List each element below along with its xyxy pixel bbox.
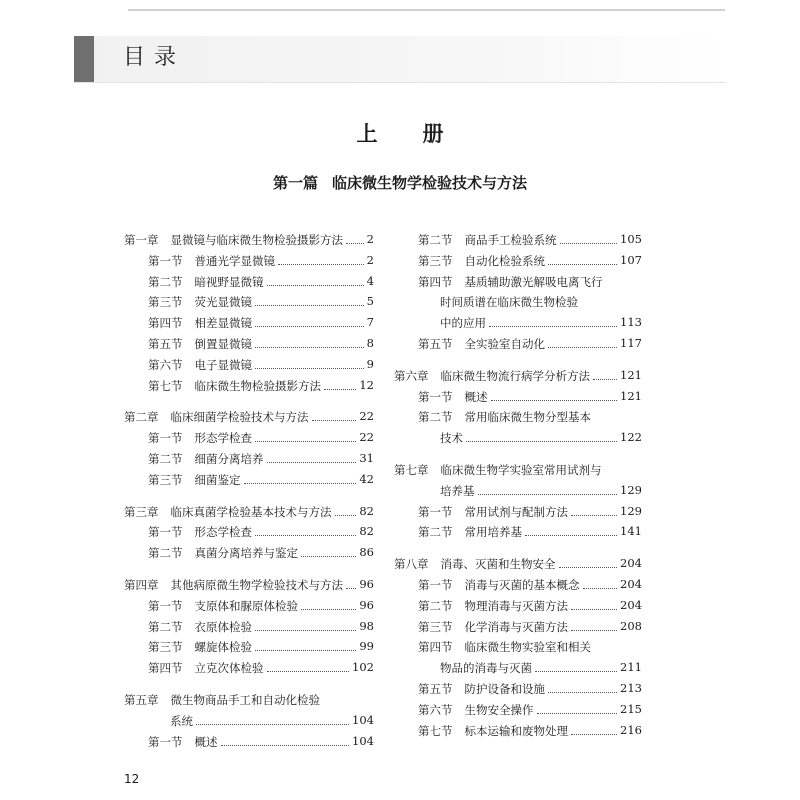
toc-column-right bbox=[394, 232, 642, 743]
toc-page-number: 215 bbox=[620, 701, 642, 716]
toc-page-number: 86 bbox=[359, 545, 374, 560]
toc-entry-label: 第五节 bbox=[148, 336, 183, 351]
toc-entry-label: 第五章 bbox=[124, 692, 159, 707]
toc-chapter bbox=[124, 504, 374, 525]
page-title: 目录 bbox=[123, 45, 186, 70]
toc-entry-text bbox=[148, 545, 298, 561]
toc-leader-dots bbox=[221, 745, 349, 746]
toc-continuation bbox=[394, 294, 642, 315]
toc-entry-label: 第三节 bbox=[148, 472, 183, 487]
toc-section bbox=[394, 619, 642, 640]
toc-entry-title: 概述 bbox=[464, 389, 488, 404]
toc-leader-dots bbox=[583, 588, 617, 589]
toc-entry-text bbox=[418, 504, 568, 520]
toc-entry-label: 第四节 bbox=[418, 274, 453, 289]
toc-entry-title: 时间质谱在临床微生物检验 bbox=[440, 295, 578, 310]
toc-page-number: 204 bbox=[620, 576, 642, 591]
toc-entry-text bbox=[394, 368, 590, 384]
toc-continuation bbox=[394, 660, 642, 681]
toc-entry-title: 临床微生物学实验室常用试剂与 bbox=[440, 462, 602, 477]
toc-section bbox=[394, 504, 642, 525]
toc-leader-dots bbox=[560, 243, 617, 244]
toc-leader-dots bbox=[537, 713, 617, 714]
toc-entry-title: 普通光学显微镜 bbox=[194, 253, 275, 268]
toc-entry-text bbox=[148, 472, 241, 488]
toc-page-number: 107 bbox=[620, 252, 642, 267]
toc-entry-title: 临床微生物流行病学分析方法 bbox=[440, 368, 590, 383]
toc-page-number: 122 bbox=[620, 430, 642, 445]
toc-page-number: 31 bbox=[359, 450, 374, 465]
toc-continuation bbox=[124, 713, 374, 734]
toc-entry-text bbox=[394, 462, 602, 478]
part-label: 第一篇 bbox=[272, 174, 318, 192]
toc-leader-dots bbox=[255, 368, 364, 369]
toc-entry-label: 第二节 bbox=[418, 410, 453, 425]
toc-entry-label: 第三章 bbox=[124, 504, 159, 519]
toc-entry-title: 临床微生物检验摄影方法 bbox=[194, 378, 321, 393]
toc-leader-dots bbox=[593, 379, 617, 380]
toc-page-number: 96 bbox=[359, 597, 374, 612]
toc-section bbox=[124, 336, 374, 357]
toc-section bbox=[124, 598, 374, 619]
toc-leader-dots bbox=[301, 609, 356, 610]
toc-entry-label: 第三节 bbox=[148, 295, 183, 310]
toc-page-number: 204 bbox=[620, 597, 642, 612]
toc-entry-label: 第四节 bbox=[418, 640, 453, 655]
toc-continuation bbox=[394, 483, 642, 504]
toc-entry-text bbox=[418, 619, 568, 635]
toc-page-number: 96 bbox=[359, 576, 374, 591]
toc-page-number: 105 bbox=[620, 232, 642, 246]
toc-chapter bbox=[124, 577, 374, 598]
volume-title: 上 册 bbox=[356, 121, 456, 146]
toc-entry-label: 第一节 bbox=[148, 734, 183, 749]
toc-entry-label: 第八章 bbox=[394, 557, 429, 572]
toc-entry-text bbox=[124, 692, 320, 708]
toc-page-number: 99 bbox=[359, 639, 374, 654]
toc-entry-text bbox=[148, 315, 252, 331]
toc-entry-title: 螺旋体检验 bbox=[194, 640, 252, 655]
toc-page-number: 113 bbox=[620, 315, 642, 330]
toc-page-number: 141 bbox=[620, 524, 642, 539]
toc-entry-title: 消毒、灭菌和生物安全 bbox=[440, 557, 556, 572]
toc-page-number: 5 bbox=[366, 294, 374, 309]
toc-entry-label: 第一节 bbox=[418, 389, 453, 404]
toc-entry-label: 第六节 bbox=[148, 357, 183, 372]
toc-entry-text bbox=[440, 294, 578, 310]
toc-section bbox=[124, 274, 374, 295]
toc-entry-title: 标本运输和废物处理 bbox=[464, 723, 568, 738]
toc-entry-label: 第二节 bbox=[148, 546, 183, 561]
toc-entry-title: 立克次体检验 bbox=[194, 661, 264, 676]
toc-entry-text bbox=[148, 336, 252, 352]
toc-chapter bbox=[394, 556, 642, 577]
toc-entry-title: 微生物商品手工和自动化检验 bbox=[170, 692, 320, 707]
toc-page-number: 121 bbox=[620, 367, 642, 382]
toc-entry-label: 第一节 bbox=[148, 598, 183, 613]
toc-entry-title: 生物安全操作 bbox=[464, 702, 534, 717]
toc-leader-dots bbox=[255, 305, 364, 306]
toc-page-number: 22 bbox=[359, 409, 374, 424]
toc-page-number: 4 bbox=[366, 273, 374, 288]
toc-leader-dots bbox=[346, 588, 356, 589]
toc-entry-label: 第四节 bbox=[148, 661, 183, 676]
toc-chapter bbox=[124, 409, 374, 430]
toc-leader-dots bbox=[244, 483, 356, 484]
toc-page-number: 208 bbox=[620, 618, 642, 633]
toc-page-number: 102 bbox=[352, 660, 374, 675]
toc-section bbox=[124, 619, 374, 640]
toc-page-number: 129 bbox=[620, 503, 642, 518]
toc-entry-label: 第三节 bbox=[148, 640, 183, 655]
toc-leader-dots bbox=[324, 389, 356, 390]
toc-page-number: 42 bbox=[359, 471, 374, 486]
toc-section bbox=[394, 253, 642, 274]
toc-chapter bbox=[124, 232, 374, 253]
toc-leader-dots bbox=[255, 535, 356, 536]
toc-section bbox=[124, 378, 374, 399]
toc-entry-label: 第七章 bbox=[394, 462, 429, 477]
toc-entry-text bbox=[148, 357, 252, 373]
toc-entry-text bbox=[418, 681, 545, 697]
toc-entry-text bbox=[440, 483, 475, 499]
toc-page-number: 213 bbox=[620, 680, 642, 695]
toc-entry-label: 第一节 bbox=[148, 525, 183, 540]
toc-entry-title: 物理消毒与灭菌方法 bbox=[464, 598, 568, 613]
toc-page-number: 129 bbox=[620, 482, 642, 497]
toc-section bbox=[394, 232, 642, 253]
toc-entry-text bbox=[418, 274, 603, 290]
toc-section bbox=[124, 734, 374, 755]
toc-continuation bbox=[394, 430, 642, 451]
toc-section bbox=[124, 294, 374, 315]
toc-entry-text bbox=[124, 504, 332, 520]
toc-entry-label: 第五节 bbox=[418, 336, 453, 351]
toc-entry-title: 其他病原微生物学检验技术与方法 bbox=[170, 577, 343, 592]
toc-entry-label: 第三节 bbox=[418, 253, 453, 268]
toc-entry-title: 显微镜与临床微生物检验摄影方法 bbox=[170, 233, 343, 247]
toc-entry-text bbox=[148, 274, 264, 290]
toc-entry-label: 第四章 bbox=[124, 577, 159, 592]
toc-entry-label: 第二节 bbox=[148, 619, 183, 634]
toc-section bbox=[394, 389, 642, 410]
toc-entry-text bbox=[148, 734, 218, 750]
toc-leader-dots bbox=[466, 441, 617, 442]
toc-entry-title: 临床细菌学检验技术与方法 bbox=[170, 410, 309, 425]
toc-entry-title: 技术 bbox=[440, 431, 463, 446]
toc-entry-title: 暗视野显微镜 bbox=[194, 274, 264, 289]
toc-entry-text bbox=[418, 524, 522, 540]
toc-entry-title: 全实验室自动化 bbox=[464, 336, 545, 351]
toc-entry-label: 第二节 bbox=[418, 525, 453, 540]
toc-entry-text bbox=[418, 577, 580, 593]
toc-page-number: 2 bbox=[366, 232, 374, 246]
toc-section bbox=[394, 639, 642, 660]
header-rule bbox=[74, 82, 726, 83]
toc-section bbox=[124, 524, 374, 545]
toc-entry-label: 第二节 bbox=[148, 274, 183, 289]
toc-entry-text bbox=[148, 294, 252, 310]
toc-entry-title: 衣原体检验 bbox=[194, 619, 252, 634]
toc-entry-text bbox=[148, 639, 252, 655]
toc-leader-dots bbox=[478, 494, 617, 495]
toc-page-number: 98 bbox=[359, 618, 374, 633]
toc-section bbox=[124, 357, 374, 378]
toc-page-number: 9 bbox=[366, 356, 374, 371]
toc-section bbox=[394, 336, 642, 357]
toc-entry-text bbox=[440, 430, 463, 446]
toc-entry-label: 第六章 bbox=[394, 368, 429, 383]
toc-page-number: 2 bbox=[366, 252, 374, 267]
toc-leader-dots bbox=[559, 567, 617, 568]
toc-entry-text bbox=[440, 660, 532, 676]
toc-entry-title: 化学消毒与灭菌方法 bbox=[464, 619, 568, 634]
toc-section bbox=[124, 315, 374, 336]
toc-entry-text bbox=[148, 619, 252, 635]
toc-entry-text bbox=[148, 253, 275, 269]
toc-chapter bbox=[394, 462, 642, 483]
toc-entry-title: 电子显微镜 bbox=[194, 357, 252, 372]
toc-leader-dots bbox=[267, 285, 364, 286]
toc-entry-title: 概述 bbox=[194, 734, 218, 749]
toc-entry-title: 常用培养基 bbox=[464, 525, 522, 540]
toc-leader-dots bbox=[489, 326, 617, 327]
toc-entry-text bbox=[170, 713, 193, 729]
toc-entry-label: 第一节 bbox=[148, 253, 183, 268]
toc-entry-title: 临床真菌学检验基本技术与方法 bbox=[170, 504, 332, 519]
toc-entry-text bbox=[418, 253, 545, 269]
toc-entry-title: 自动化检验系统 bbox=[464, 253, 545, 268]
toc-entry-label: 第二节 bbox=[418, 598, 453, 613]
toc-entry-title: 倒置显微镜 bbox=[194, 336, 252, 351]
toc-entry-title: 细菌鉴定 bbox=[194, 472, 241, 487]
toc-leader-dots bbox=[535, 671, 617, 672]
toc-section bbox=[394, 274, 642, 295]
toc-entry-text bbox=[148, 660, 264, 676]
toc-entry-title: 真菌分离培养与鉴定 bbox=[194, 546, 298, 561]
toc-entry-label: 第二节 bbox=[418, 233, 453, 247]
toc-leader-dots bbox=[548, 692, 617, 693]
toc-entry-label: 第三节 bbox=[418, 619, 453, 634]
toc-section bbox=[394, 598, 642, 619]
toc-chapter bbox=[124, 692, 374, 713]
toc-entry-label: 第一节 bbox=[148, 431, 183, 446]
toc-entry-title: 防护设备和设施 bbox=[464, 681, 545, 696]
toc-page-number: 8 bbox=[366, 335, 374, 350]
header-accent-bar bbox=[74, 36, 94, 82]
toc-entry-text bbox=[148, 524, 252, 540]
part-name: 临床微生物学检验技术与方法 bbox=[332, 174, 528, 192]
page-number: 12 bbox=[124, 772, 140, 786]
toc-leader-dots bbox=[571, 515, 617, 516]
toc-page-number: 104 bbox=[352, 733, 374, 748]
toc-section bbox=[124, 253, 374, 274]
toc-leader-dots bbox=[255, 347, 364, 348]
toc-entry-title: 物品的消毒与灭菌 bbox=[440, 661, 532, 676]
toc-leader-dots bbox=[548, 347, 617, 348]
toc-leader-dots bbox=[346, 243, 364, 244]
toc-page-number: 7 bbox=[366, 315, 374, 330]
toc-leader-dots bbox=[571, 734, 617, 735]
toc-entry-label: 第五节 bbox=[418, 681, 453, 696]
toc-leader-dots bbox=[255, 650, 356, 651]
toc-leader-dots bbox=[255, 326, 364, 327]
toc-entry-title: 系统 bbox=[170, 713, 193, 728]
toc-entry-label: 第六节 bbox=[418, 702, 453, 717]
toc-entry-title: 形态学检查 bbox=[194, 431, 252, 446]
toc-leader-dots bbox=[267, 671, 349, 672]
toc-entry-title: 培养基 bbox=[440, 483, 475, 498]
toc-entry-text bbox=[148, 598, 298, 614]
toc-entry-title: 商品手工检验系统 bbox=[464, 233, 557, 247]
toc-entry-title: 形态学检查 bbox=[194, 525, 252, 540]
toc-entry-title: 支原体和脲原体检验 bbox=[194, 598, 298, 613]
toc-section bbox=[394, 524, 642, 545]
toc-section bbox=[394, 409, 642, 430]
toc-entry-title: 中的应用 bbox=[440, 316, 486, 331]
toc-entry-text bbox=[394, 556, 556, 572]
toc-entry-label: 第七节 bbox=[148, 378, 183, 393]
toc-leader-dots bbox=[525, 535, 617, 536]
toc-leader-dots bbox=[312, 420, 356, 421]
toc-column-left bbox=[124, 232, 374, 754]
toc-page-number: 22 bbox=[359, 430, 374, 445]
toc-section bbox=[124, 472, 374, 493]
toc-section bbox=[394, 702, 642, 723]
toc-entry-text bbox=[418, 389, 488, 405]
toc-entry-label: 第七节 bbox=[418, 723, 453, 738]
toc-entry-label: 第一章 bbox=[124, 233, 159, 247]
toc-page-number: 211 bbox=[620, 660, 642, 675]
toc-leader-dots bbox=[571, 630, 617, 631]
toc-page-number: 216 bbox=[620, 722, 642, 737]
toc-leader-dots bbox=[278, 264, 364, 265]
toc-leader-dots bbox=[491, 400, 617, 401]
part-title bbox=[0, 172, 800, 193]
toc-chapter bbox=[394, 368, 642, 389]
toc-section bbox=[124, 430, 374, 451]
toc-entry-label: 第二节 bbox=[148, 451, 183, 466]
toc-section bbox=[124, 545, 374, 566]
toc-page-number: 204 bbox=[620, 556, 642, 571]
toc-leader-dots bbox=[196, 724, 349, 725]
toc-entry-title: 细菌分离培养 bbox=[194, 451, 264, 466]
toc-leader-dots bbox=[335, 515, 356, 516]
toc-section bbox=[394, 681, 642, 702]
toc-leader-dots bbox=[267, 462, 356, 463]
toc-entry-text bbox=[124, 409, 309, 425]
toc-entry-label: 第二章 bbox=[124, 410, 159, 425]
toc-entry-label: 第四节 bbox=[148, 316, 183, 331]
toc-page-number: 104 bbox=[352, 712, 374, 727]
toc-entry-text bbox=[418, 232, 557, 248]
toc-entry-text bbox=[148, 430, 252, 446]
toc-leader-dots bbox=[548, 264, 617, 265]
toc-leader-dots bbox=[255, 441, 356, 442]
toc-entry-title: 荧光显微镜 bbox=[194, 295, 252, 310]
toc-entry-text bbox=[418, 598, 568, 614]
toc-section bbox=[124, 639, 374, 660]
toc-page-number: 82 bbox=[359, 503, 374, 518]
toc-section bbox=[124, 660, 374, 681]
toc-entry-text bbox=[148, 451, 264, 467]
toc-entry-text bbox=[440, 315, 486, 331]
toc-entry-title: 临床微生物实验室和相关 bbox=[464, 640, 591, 655]
toc-leader-dots bbox=[255, 630, 356, 631]
toc-entry-text bbox=[124, 577, 343, 593]
toc-entry-text bbox=[418, 639, 591, 655]
toc-entry-title: 相差显微镜 bbox=[194, 316, 252, 331]
toc-leader-dots bbox=[301, 556, 356, 557]
toc-entry-text bbox=[124, 232, 343, 248]
toc-entry-title: 消毒与灭菌的基本概念 bbox=[464, 577, 580, 592]
toc-entry-text bbox=[148, 378, 321, 394]
toc-entry-title: 常用试剂与配制方法 bbox=[464, 504, 568, 519]
toc-entry-text bbox=[418, 409, 591, 425]
toc-section bbox=[394, 577, 642, 598]
toc-page-number: 121 bbox=[620, 388, 642, 403]
toc-entry-title: 基质辅助激光解吸电离飞行 bbox=[464, 274, 603, 289]
toc-page-number: 117 bbox=[620, 335, 642, 350]
toc-page-number: 82 bbox=[359, 524, 374, 539]
toc-entry-text bbox=[418, 702, 534, 718]
toc-section bbox=[394, 723, 642, 744]
toc-continuation bbox=[394, 315, 642, 336]
toc-page-number: 12 bbox=[359, 377, 374, 392]
toc-entry-title: 常用临床微生物分型基本 bbox=[464, 410, 591, 425]
toc-entry-text bbox=[418, 723, 568, 739]
toc-entry-label: 第一节 bbox=[418, 577, 453, 592]
toc-entry-text bbox=[418, 336, 545, 352]
toc-section bbox=[124, 451, 374, 472]
top-rule bbox=[128, 9, 725, 11]
toc-entry-label: 第一节 bbox=[418, 504, 453, 519]
toc-leader-dots bbox=[571, 609, 617, 610]
